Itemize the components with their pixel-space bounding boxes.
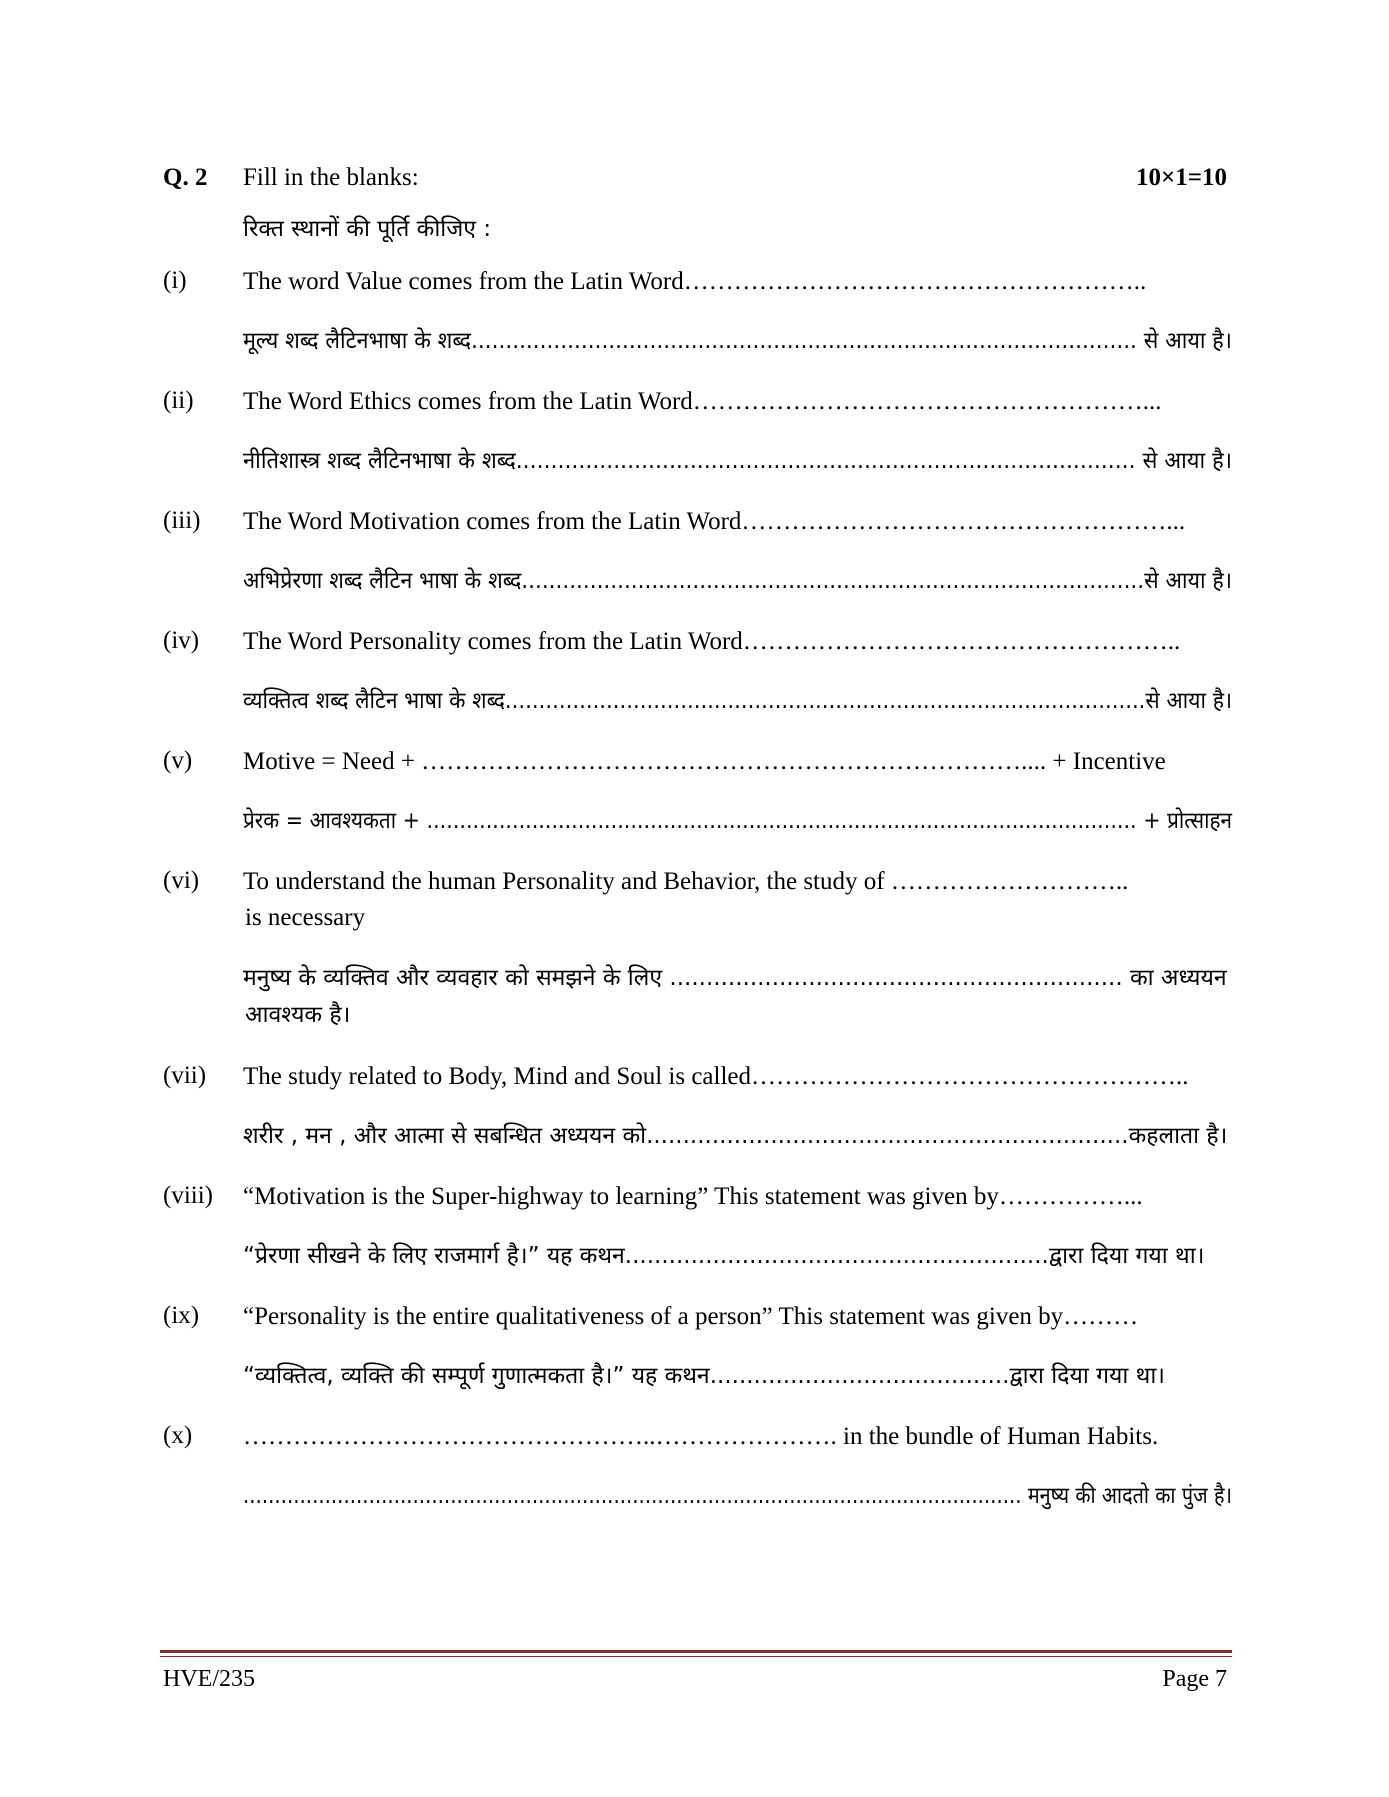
item-hindi: नीतिशास्त्र शब्द लैटिनभाषा के शब्द......................................................................................... से आया है। [243,448,1233,474]
item-hindi: अभिप्रेरणा शब्द लैटिन भाषा के शब्द...........................................................................................से आया है। [243,568,1233,594]
item-english: …………………………………………..…………………. in the bundle of Human Habits. [243,1423,1159,1450]
item-english: To understand the human Personality and Behavior, the study of ……………………….. [243,868,1129,895]
item-number: (v) [163,747,193,774]
item-hindi: प्रेरक = आवश्यकता + ............................................................................................................ + प्रोत्साहन [243,808,1232,834]
item-hindi: “प्रेरणा सीखने के लिए राजमार्ग है।” यह कथन..........................................................द्वारा दिया गया था। [243,1243,1205,1269]
item-number: (iv) [163,627,200,654]
item-hindi-continued: आवश्यक है। [245,1002,351,1028]
footer-page-number: Page 7 [1162,1666,1227,1692]
item-english: The Word Ethics comes from the Latin Word………………………………………………... [243,388,1162,415]
item-english: The word Value comes from the Latin Word……………………………………………….. [243,268,1147,295]
question-marks: 10×1=10 [1136,164,1227,191]
item-english: The study related to Body, Mind and Soul is called…………………………………………….. [243,1063,1189,1090]
item-english-continued: is necessary [245,904,366,931]
item-hindi: व्यक्तित्व शब्द लैटिन भाषा के शब्द...............................................................................................से आया है। [243,688,1233,714]
item-number: (iii) [163,507,201,534]
footer-divider-thin [160,1656,1232,1657]
item-hindi: ............................................................................................................................ मनुष्य की आदतो का पुंज है। [243,1483,1232,1509]
item-english: The Word Motivation comes from the Latin Word……………………………………………... [243,508,1186,535]
footer-code: HVE/235 [163,1666,255,1692]
item-number: (vi) [163,867,200,894]
item-hindi: मनुष्य के व्यक्तिव और व्यवहार को समझने के लिए .............................................................. का अध्ययन [243,965,1227,991]
question-number: Q. 2 [163,164,208,191]
item-english: The Word Personality comes from the Latin Word…………………………………………….. [243,628,1181,655]
item-number: (ii) [163,387,194,414]
item-number: (x) [163,1422,193,1449]
item-number: (viii) [163,1182,213,1209]
item-english: Motive = Need + ……………………………………………………………….... + Incentive [243,748,1166,775]
item-hindi: शरीर , मन , और आत्मा से सबन्धित अध्ययन को..................................................................कहलाता है। [243,1123,1228,1149]
item-number: (vii) [163,1062,207,1089]
question-title-hindi: रिक्त स्थानों की पूर्ति कीजिए : [243,216,492,242]
item-english: “Personality is the entire qualitativeness of a person” This statement was given by……… [243,1303,1139,1330]
footer-divider [160,1650,1232,1653]
item-english: “Motivation is the Super-highway to learning” This statement was given by……………... [243,1183,1143,1210]
item-hindi: मूल्य शब्द लैटिनभाषा के शब्द................................................................................................. से आया है। [243,328,1232,354]
item-hindi: “व्यक्तित्व, व्यक्ति की सम्पूर्ण गुणात्मकता है।” यह कथन.........................................द्वारा दिया गया था। [243,1363,1166,1389]
item-number: (ix) [163,1302,200,1329]
question-title: Fill in the blanks: [243,164,419,191]
item-number: (i) [163,267,187,294]
